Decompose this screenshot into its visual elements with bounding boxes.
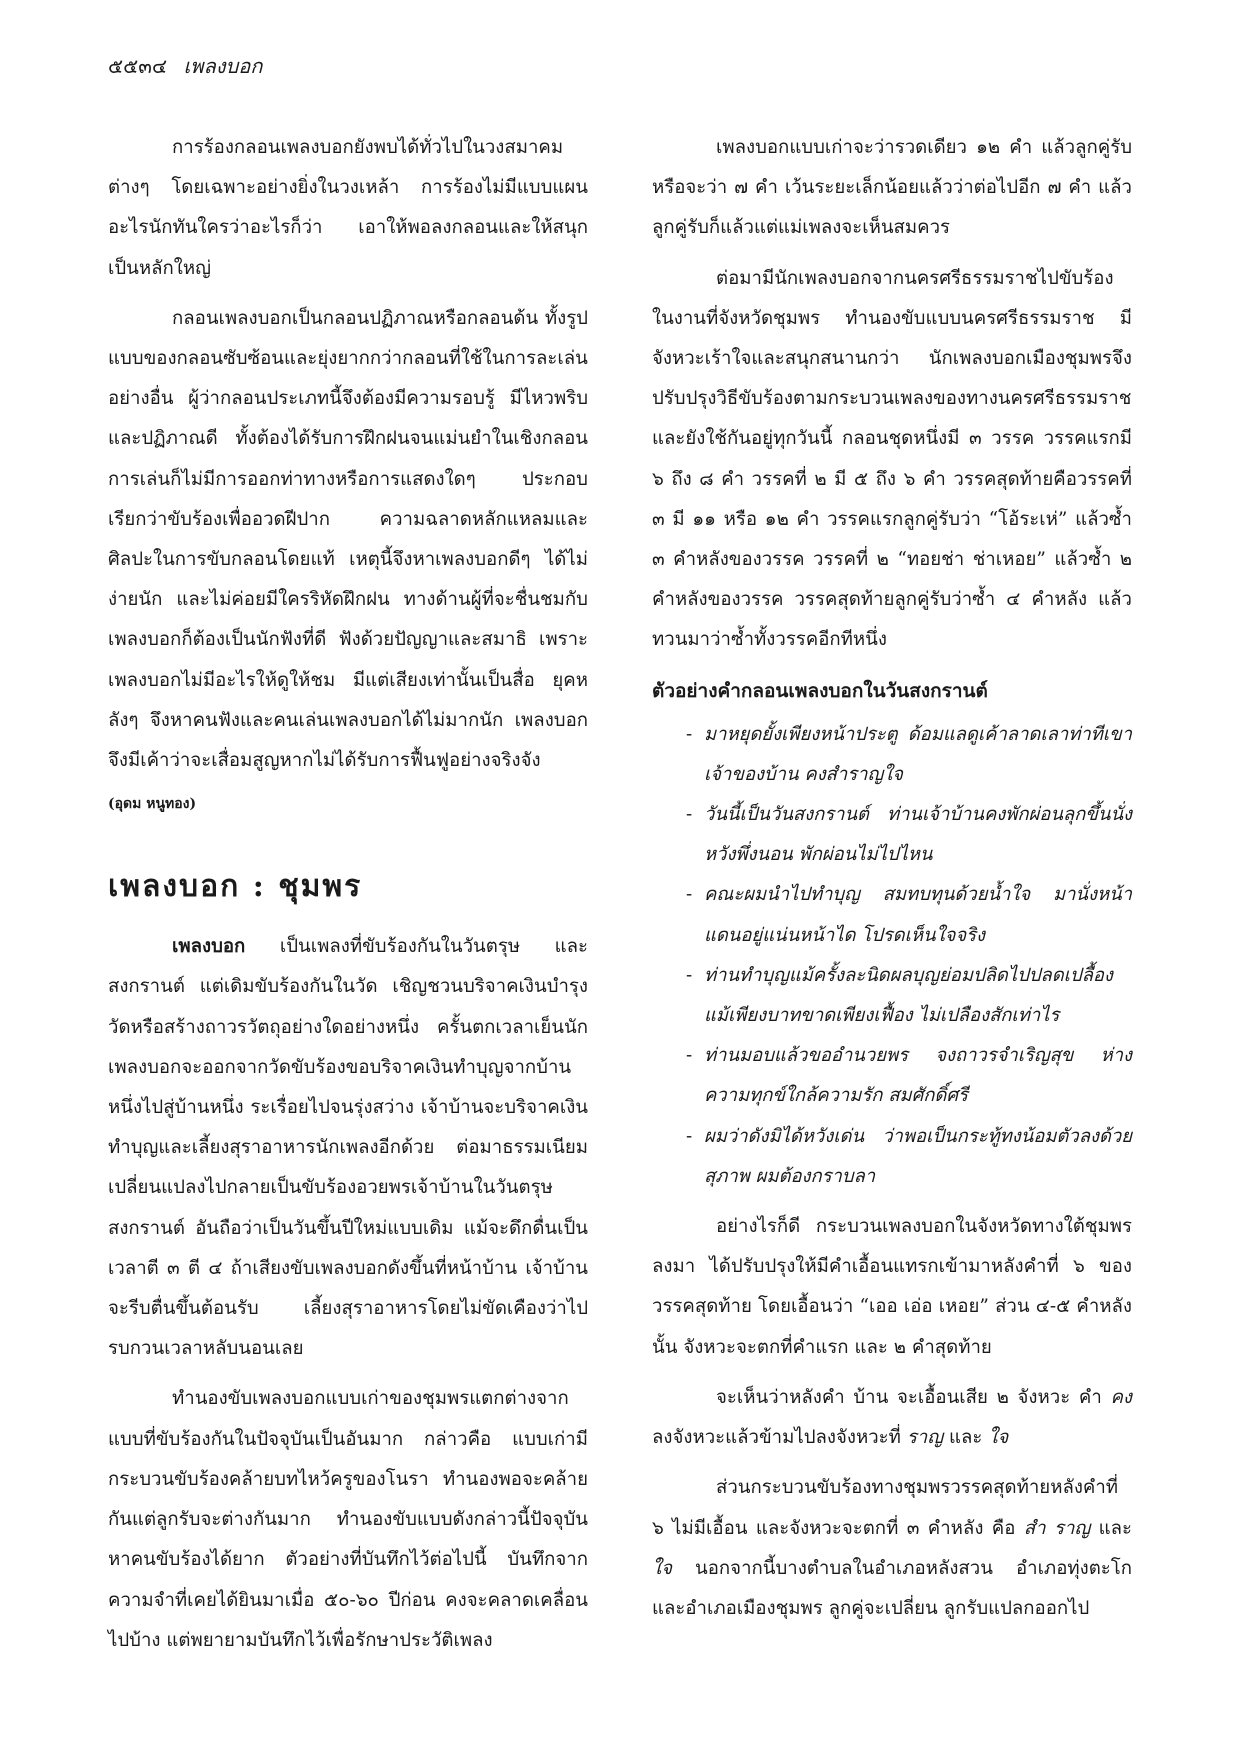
italic-word: ใจ — [652, 1557, 672, 1579]
text-run: จะเห็นว่าหลังคำ บ้าน จะเอื้อนเสีย ๒ จังหวะ คำ — [716, 1386, 1111, 1408]
right-paragraph-3: อย่างไรก็ดี กระบวนเพลงบอกในจังหวัดทางใต้ชุมพรลงมา ได้ปรับปรุงให้มีคำเอื้อนแทรกเข้ามาหลังคำที่ ๖ ของวรรคสุดท้าย โดยเอื้อนว่า “เออ เอ่อ เหอย” ส่วน ๔-๕ คำหลังนั้น จังหวะจะตกที่คำแรก และ ๒ คำสุดท้าย — [652, 1216, 1132, 1358]
verse-item: - คณะผมนำไปทำบุญ สมทบทุนด้วยน้ำใจ มานั่งหน้าแดนอยู่แน่นหน้าได โปรดเห็นใจจริง — [652, 875, 1132, 955]
text-run: และ — [1090, 1517, 1132, 1539]
italic-word: ใจ — [988, 1427, 1009, 1449]
text-run: และ — [943, 1427, 989, 1449]
page-number: ๕๕๓๔ — [108, 54, 168, 78]
left-paragraph-1: การร้องกลอนเพลงบอกยังพบได้ทั่วไปในวงสมาคมต่างๆ โดยเฉพาะอย่างยิ่งในวงเหล้า การร้องไม่มีแบบแผน อะไรนักทันใครว่าอะไรก็ว่า เอาให้พอลงกลอนและให้สนุกเป็นหลักใหญ่ — [108, 137, 588, 279]
right-paragraph-4 — [652, 1378, 1132, 1458]
left-paragraph-3-text: เป็นเพลงที่ขับร้องกันในวันตรุษ และสงกรานต์ แต่เดิมขับร้องกันในวัด เชิญชวนบริจาคเงินบำรุงวัดหรือสร้างถาวรวัตถุอย่างใดอย่างหนึ่ง ครั้นตกเวลาเย็นนักเพลงบอกจะออกจากวัดขับร้องขอบริจาคเงินทำบุญจากบ้านหนึ่งไปสู่บ้านหนึ่ง ระเรื่อยไปจนรุ่งสว่าง เจ้าบ้านจะบริจาคเงินทำบุญและเลี้ยงสุราอาหารนักเพลงอีกด้วย ต่อมาธรรมเนียมเปลี่ยนแปลงไปกลายเป็นขับร้องอวยพรเจ้าบ้านในวันตรุษสงกรานต์ อันถือว่าเป็นวันขึ้นปีใหม่แบบเดิม แม้จะดึกดื่นเป็นเวลาตี ๓ ตี ๔ ถ้าเสียงขับเพลงบอกดังขึ้นที่หน้าบ้าน เจ้าบ้านจะรีบตื่นขึ้นต้อนรับ เลี้ยงสุราอาหารโดยไม่ขัดเคืองว่าไปรบกวนเวลาหลับนอนเลย — [108, 936, 588, 1360]
section-title: เพลงบอก : ชุมพร — [108, 869, 363, 905]
left-paragraph-4: ทำนองขับเพลงบอกแบบเก่าของชุมพรแตกต่างจากแบบที่ขับร้องกันในปัจจุบันเป็นอันมาก กล่าวคือ แบบเก่ามีกระบวนขับร้องคล้ายบทไหว้ครูของโนรา ทำนองพอจะคล้ายกันแต่ลูกรับจะต่างกันมาก ทำนองขับแบบดังกล่าวนี้ปัจจุบันหาคนขับร้องได้ยาก ตัวอย่างที่บันทึกไว้ต่อไปนี้ บันทึกจากความจำที่เคยได้ยินมาเมื่อ ๕๐-๖๐ ปีก่อน คงจะคลาดเคลื่อนไปบ้าง แต่พยายามบันทึกไว้เพื่อรักษาประวัติเพลง — [108, 1388, 588, 1651]
text-run: ส่วนกระบวนขับร้องทางชุมพรวรรคสุดท้ายหลังคำที่ ๖ ไม่มีเอื้อน และจังหวะจะตกที่ ๓ คำหลัง คือ — [652, 1477, 1119, 1539]
running-title: เพลงบอก — [183, 54, 263, 78]
term-lead: เพลงบอก — [172, 936, 246, 958]
verse-item: - ท่านมอบแล้วขออำนวยพร จงถาวรจำเริญสุข ห่างความทุกข์ใกล้ความรัก สมศักดิ์ศรี — [652, 1036, 1132, 1116]
right-paragraph-5 — [652, 1468, 1132, 1629]
author-credit: (อุดม หนูทอง) — [108, 796, 197, 813]
right-paragraph-1: เพลงบอกแบบเก่าจะว่ารวดเดียว ๑๒ คำ แล้วลูกคู่รับ หรือจะว่า ๗ คำ เว้นระยะเล็กน้อยแล้วว่าต่อไปอีก ๗ คำ แล้วลูกคู่รับก็แล้วแต่แม่เพลงจะเห็นสมควร — [652, 137, 1132, 239]
verse-list — [652, 715, 1132, 1197]
italic-word: คง — [1110, 1386, 1132, 1408]
verse-item: - ท่านทำบุญแม้ครั้งละนิดผลบุญย่อมปลิดไปปลดเปลื้อง แม้เพียงบาทขาดเพียงเฟื้อง ไม่เปลืองสักเท่าไร — [652, 956, 1132, 1036]
left-paragraph-3 — [108, 927, 588, 1369]
verse-item: - ผมว่าดังมิได้หวังเด่น ว่าพอเป็นกระทู้ทงน้อมตัวลงด้วยสุภาพ ผมต้องกราบลา — [652, 1117, 1132, 1197]
verse-item: - มาหยุดยั้งเพียงหน้าประตู ด้อมแลดูเค้าลาดเลาท่าทีเขาเจ้าของบ้าน คงสำราญใจ — [652, 715, 1132, 795]
right-paragraph-2: ต่อมามีนักเพลงบอกจากนครศรีธรรมราชไปขับร้องในงานที่จังหวัดชุมพร ทำนองขับแบบนครศรีธรรมราช มีจังหวะเร้าใจและสนุกสนานกว่า นักเพลงบอกเมืองชุมพรจึงปรับปรุงวิธีขับร้องตามกระบวนเพลงของทางนครศรีธรรมราช และยังใช้กันอยู่ทุกวันนี้ กลอนชุดหนึ่งมี ๓ วรรค วรรคแรกมี ๖ ถึง ๘ คำ วรรคที่ ๒ มี ๕ ถึง ๖ คำ วรรคสุดท้ายคือวรรคที่ ๓ มี ๑๑ หรือ ๑๒ คำ วรรคแรกลูกคู่รับว่า “โอ้ระเห่” แล้วซ้ำ ๓ คำหลังของวรรค วรรคที่ ๒ “ทอยช่า ช่าเหอย” แล้วซ้ำ ๒ คำหลังของวรรค วรรคสุดท้ายลูกคู่รับว่าซ้ำ ๔ คำหลัง แล้วทวนมาว่าซ้ำทั้งวรรคอีกทีหนึ่ง — [652, 267, 1132, 651]
italic-word: สำ — [1023, 1517, 1046, 1539]
right-column — [652, 128, 1132, 1639]
text-run: นอกจากนี้บางตำบลในอำเภอหลังสวน อำเภอทุ่งตะโก และอำเภอเมืองชุมพร ลูกคู่จะเปลี่ยน ลูกรับแปลกออกไป — [652, 1557, 1132, 1619]
italic-word: ราญ — [1053, 1517, 1091, 1539]
verse-item: - วันนี้เป็นวันสงกรานต์ ท่านเจ้าบ้านคงพักผ่อนลุกขึ้นนั่งหวังพึ่งนอน พักผ่อนไม่ไปไหน — [652, 795, 1132, 875]
page-header — [108, 50, 262, 82]
text-run: ลงจังหวะแล้วข้ามไปลงจังหวะที่ — [652, 1427, 907, 1449]
italic-word: ราญ — [906, 1427, 944, 1449]
text-run — [1046, 1518, 1054, 1539]
left-column — [108, 128, 588, 1671]
example-subheading: ตัวอย่างคำกลอนเพลงบอกในวันสงกรานต์ — [652, 679, 988, 702]
left-paragraph-2: กลอนเพลงบอกเป็นกลอนปฏิภาณหรือกลอนด้น ทั้งรูปแบบของกลอนซับซ้อนและยุ่งยากกว่ากลอนที่ใช้ในการละเล่นอย่างอื่น ผู้ว่ากลอนประเภทนี้จึงต้องมีความรอบรู้ มีไหวพริบและปฏิภาณดี ทั้งต้องได้รับการฝึกฝนจนแม่นยำในเชิงกลอน การเล่นก็ไม่มีการออกท่าทางหรือการแสดงใดๆ ประกอบ เรียกว่าขับร้องเพื่ออวดฝีปาก ความฉลาดหลักแหลมและศิลปะในการขับกลอนโดยแท้ เหตุนี้จึงหาเพลงบอกดีๆ ได้ไม่ง่ายนัก และไม่ค่อยมีใครริหัดฝึกฝน ทางด้านผู้ที่จะชื่นชมกับเพลงบอกก็ต้องเป็นนักฟังที่ดี ฟังด้วยปัญญาและสมาธิ เพราะเพลงบอกไม่มีอะไรให้ดูให้ชม มีแต่เสียงเท่านั้นเป็นสื่อ ยุคหลังๆ จึงหาคนฟังและคนเล่นเพลงบอกได้ไม่มากนัก เพลงบอกจึงมีเค้าว่าจะเสื่อมสูญหากไม่ได้รับการฟื้นฟูอย่างจริงจัง — [108, 307, 588, 772]
